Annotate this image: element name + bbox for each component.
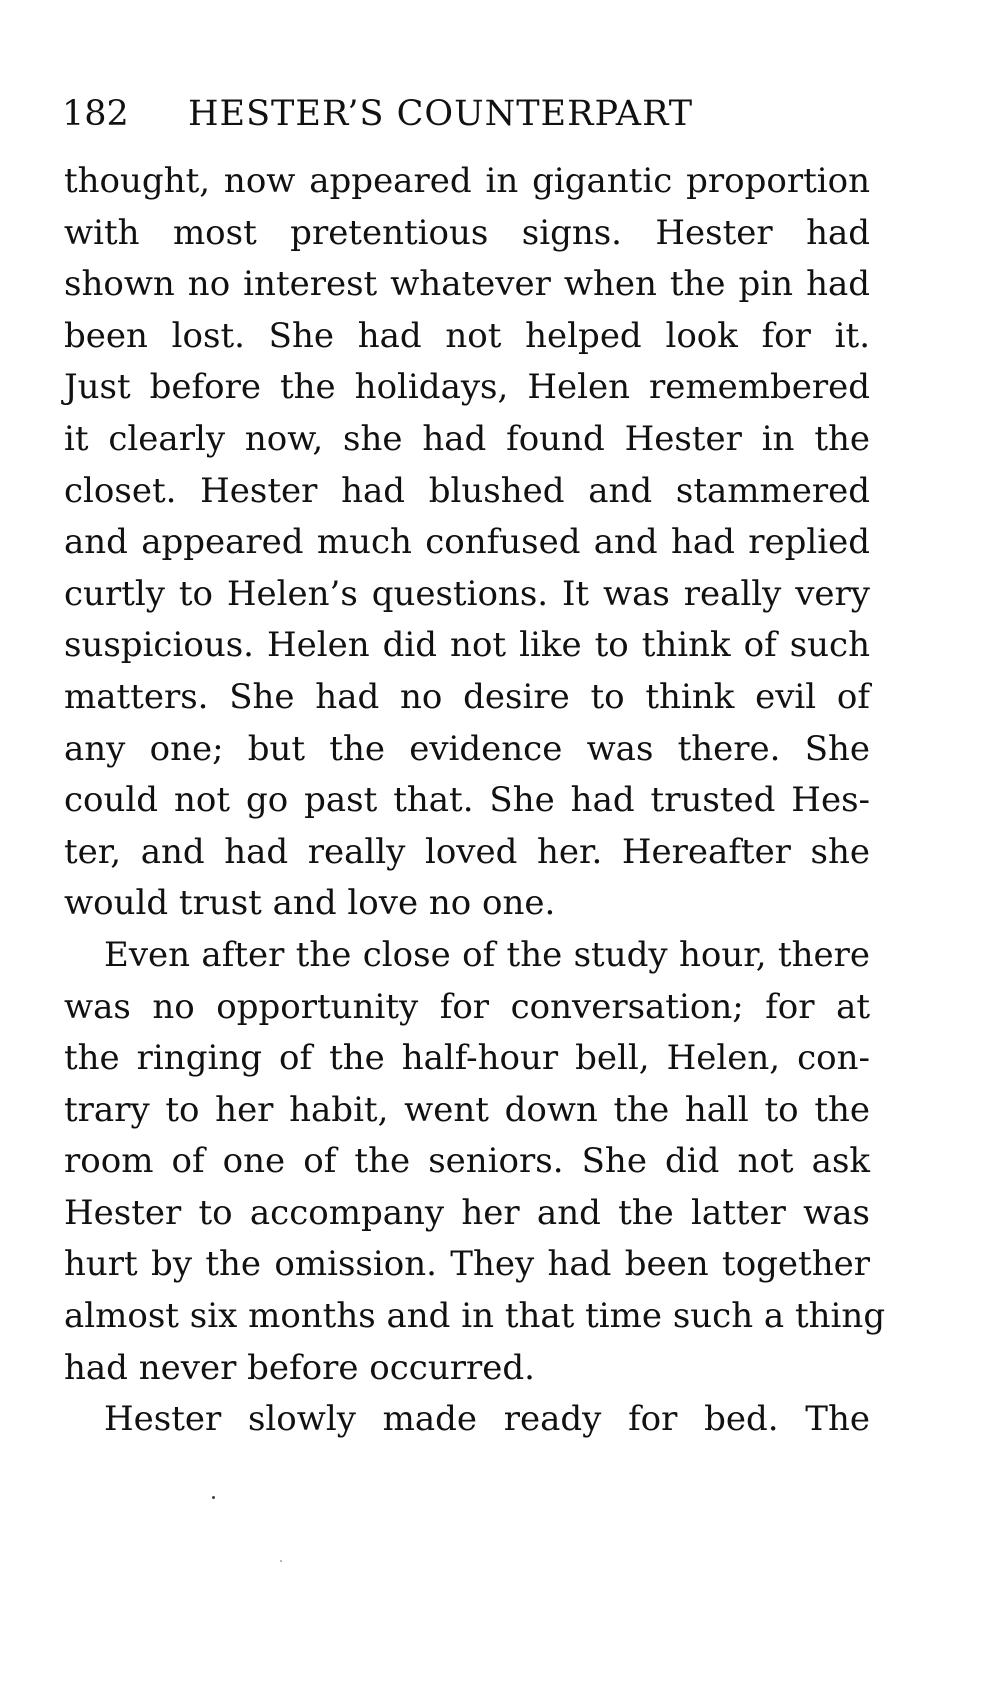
text-line: with most pretentious signs. Hester had [64,212,870,253]
running-head [62,90,882,138]
text-line: hurt by the omission. They had been together [64,1244,870,1285]
text-line: was no opportunity for conversation; for at [64,986,870,1027]
print-speck [280,1560,282,1562]
text-line: trary to her habit, went down the hall to the [64,1089,870,1130]
page-number: 182 [62,94,129,134]
text-line: the ringing of the half-hour bell, Helen, con- [64,1038,870,1079]
text-line: matters. She had no desire to think evil of [64,676,870,717]
text-line: curtly to Helen’s questions. It was really very [64,573,870,614]
text-line: Hester to accompany her and the latter was [64,1192,870,1233]
text-line: been lost. She had not helped look for it. [64,315,870,356]
text-line: could not go past that. She had trusted Hes- [64,780,870,821]
text-line: almost six months and in that time such a thing [64,1296,886,1337]
paragraph-end-line: would trust and love no one. [64,883,556,924]
text-line: closet. Hester had blushed and stammered [64,470,870,511]
text-line: any one; but the evidence was there. She [64,728,870,769]
running-title: HESTER’S COUNTERPART [188,94,694,134]
paragraph-start-line: Even after the close of the study hour, there [104,934,870,975]
text-line: it clearly now, she had found Hester in the [64,418,870,459]
text-line: suspicious. Helen did not like to think of such [64,625,870,666]
paragraph-start-line: Hester slowly made ready for bed. The [104,1399,870,1440]
body-text [64,156,886,1446]
text-line: Just before the holidays, Helen remembered [64,367,870,408]
text-line: shown no interest whatever when the pin had [64,264,870,305]
print-speck [212,1496,215,1499]
text-line: thought, now appeared in gigantic proportion [64,161,870,201]
text-line: and appeared much confused and had replied [64,522,870,563]
text-line: ter, and had really loved her. Hereafter she [64,831,870,872]
text-line: room of one of the seniors. She did not ask [64,1141,870,1182]
paragraph-end-line: had never before occurred. [64,1347,535,1388]
